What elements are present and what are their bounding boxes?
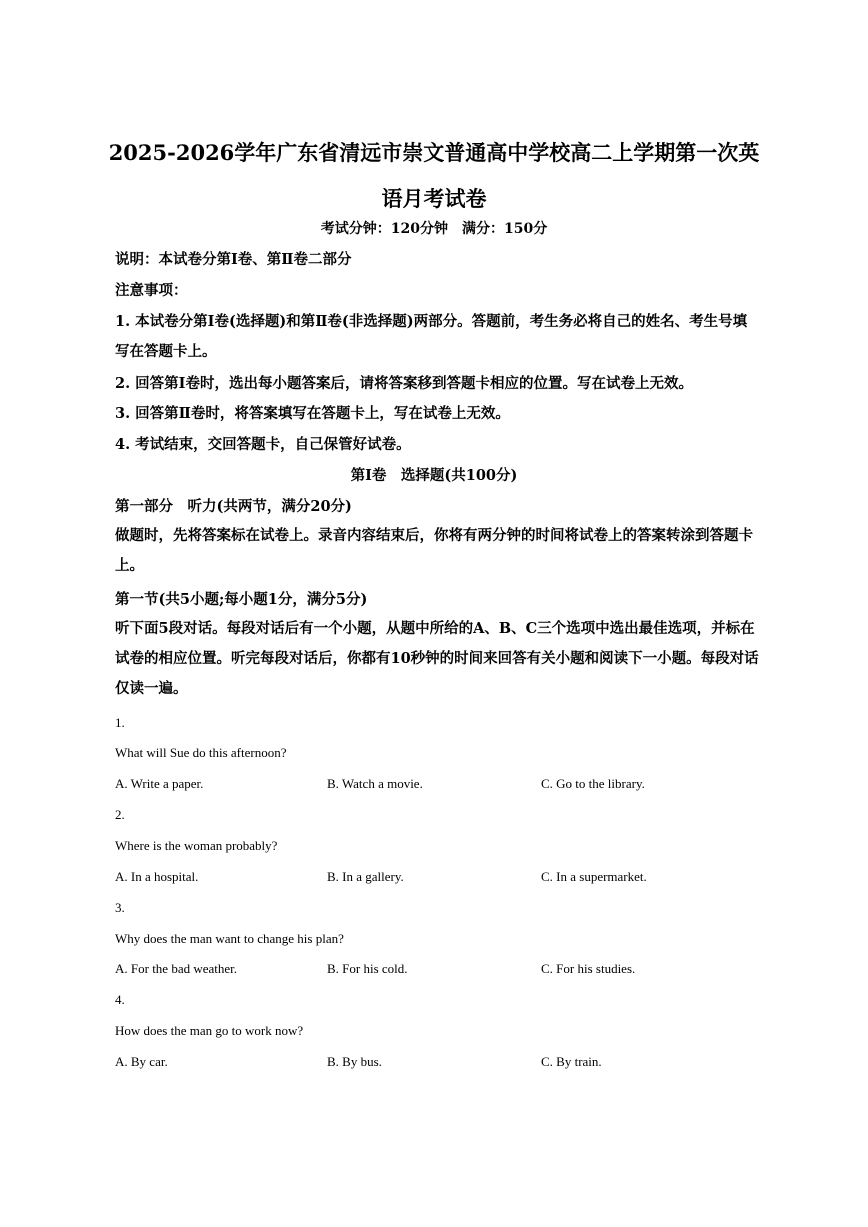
option-b: B. For his cold.: [327, 961, 408, 976]
part1-title: 第一部分 听力(共两节，满分20分): [115, 498, 352, 515]
question-text: What will Sue do this afternoon?: [115, 745, 287, 760]
notice-item-4: 4. 考试结束，交回答题卡，自己保管好试卷。: [115, 436, 411, 453]
section1-title: 第Ⅰ卷 选择题(共100分): [350, 467, 518, 484]
option-a: A. In a hospital.: [115, 869, 199, 884]
question-number: 3.: [115, 900, 125, 915]
option-c: C. In a supermarket.: [541, 869, 647, 884]
option-b: B. Watch a movie.: [327, 776, 423, 791]
question-text: Where is the woman probably?: [115, 838, 278, 853]
notice-item-1: 1. 本试卷分第Ⅰ卷(选择题)和第Ⅱ卷(非选择题)两部分。答题前，考生务必将自己的姓名、考生号填写在答题卡上。: [115, 313, 748, 360]
question-text: Why does the man want to change his plan?: [115, 931, 344, 946]
exam-title: 2025-2026学年广东省清远市崇文普通高中学校高二上学期第一次英语月考试卷: [108, 140, 760, 211]
notice-item-3: 3. 回答第Ⅱ卷时，将答案填写在答题卡上，写在试卷上无效。: [115, 405, 510, 422]
notice-heading: 注意事项：: [115, 282, 188, 299]
notice-item-2: 2. 回答第Ⅰ卷时，选出每小题答案后，请将答案移到答题卡相应的位置。写在试卷上无效。: [115, 375, 693, 392]
option-b: B. In a gallery.: [327, 869, 404, 884]
option-c: C. For his studies.: [541, 961, 636, 976]
exam-subtitle: 考试分钟：120分钟 满分：150分: [320, 221, 548, 237]
question-number: 2.: [115, 807, 125, 822]
subsection1-instruction: 听下面5段对话。每段对话后有一个小题，从题中所给的A、B、C三个选项中选出最佳选项，并标在试卷的相应位置。听完每段对话后，你都有10秒钟的时间来回答有关小题和阅读下一小题。每段对话仅读一遍。: [115, 620, 759, 697]
question-text: How does the man go to work now?: [115, 1023, 304, 1038]
option-c: C. Go to the library.: [541, 776, 645, 791]
option-a: A. By car.: [115, 1054, 168, 1069]
subsection1-title: 第一节(共5小题;每小题1分，满分5分): [115, 591, 368, 608]
option-a: A. Write a paper.: [115, 776, 204, 791]
part1-instruction: 做题时，先将答案标在试卷上。录音内容结束后，你将有两分钟的时间将试卷上的答案转涂到答题卡上。: [115, 527, 753, 574]
option-b: B. By bus.: [327, 1054, 382, 1069]
intro-text: 说明：本试卷分第Ⅰ卷、第Ⅱ卷二部分: [115, 251, 352, 268]
question-number: 4.: [115, 992, 125, 1007]
option-c: C. By train.: [541, 1054, 602, 1069]
question-number: 1.: [115, 715, 125, 730]
option-a: A. For the bad weather.: [115, 961, 238, 976]
